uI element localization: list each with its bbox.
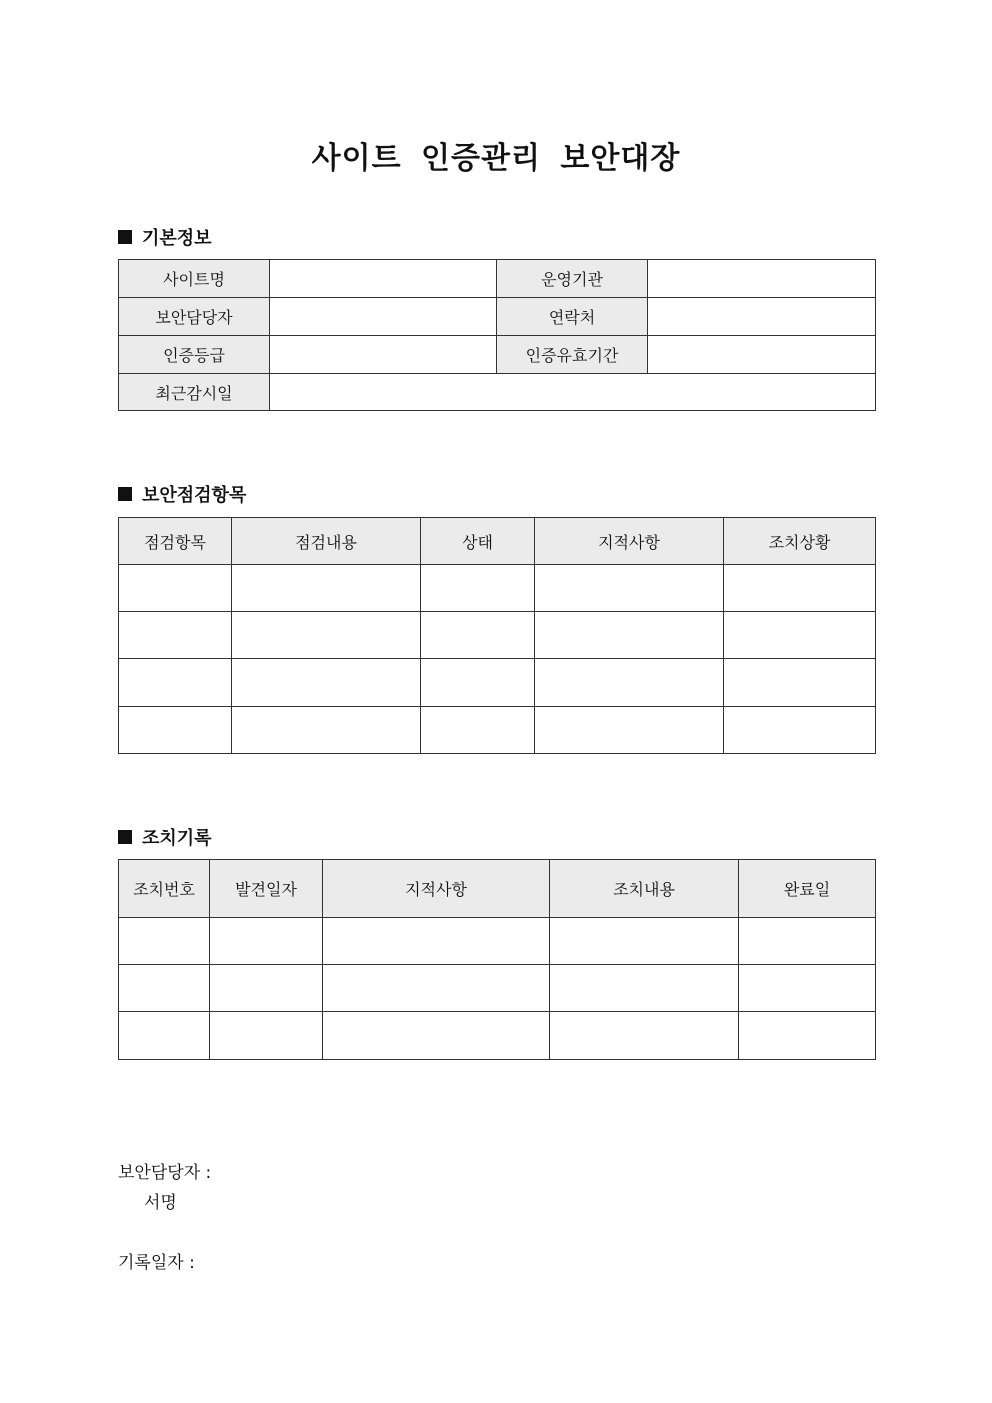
validity-field[interactable]	[648, 336, 876, 374]
table-row	[119, 374, 876, 411]
table-cell[interactable]	[323, 1012, 550, 1060]
grade-label: 인증등급	[119, 336, 270, 374]
operator-field[interactable]	[648, 260, 876, 298]
column-header: 발견일자	[210, 860, 323, 918]
table-row	[119, 707, 876, 754]
table-cell[interactable]	[739, 965, 876, 1012]
table-cell[interactable]	[119, 1012, 210, 1060]
table-cell[interactable]	[724, 612, 876, 659]
table-cell[interactable]	[232, 565, 421, 612]
column-header: 조치내용	[550, 860, 739, 918]
table-cell[interactable]	[421, 612, 535, 659]
column-header: 조치상황	[724, 518, 876, 565]
section-heading-check	[118, 481, 246, 507]
table-cell[interactable]	[421, 565, 535, 612]
table-cell[interactable]	[724, 659, 876, 707]
table-cell[interactable]	[724, 707, 876, 754]
footer-manager-label: 보안담당자 :	[118, 1163, 212, 1183]
square-bullet-icon	[118, 487, 132, 501]
table-cell[interactable]	[421, 659, 535, 707]
section-heading-basic	[118, 224, 212, 250]
contact-label: 연락처	[497, 298, 648, 336]
section-heading-check-label: 보안점검항목	[142, 485, 247, 506]
table-cell[interactable]	[535, 612, 724, 659]
table-row	[119, 659, 876, 707]
table-cell[interactable]	[210, 965, 323, 1012]
site-name-label: 사이트명	[119, 260, 270, 298]
square-bullet-icon	[118, 230, 132, 244]
table-row	[119, 336, 876, 374]
contact-field[interactable]	[648, 298, 876, 336]
table-cell[interactable]	[323, 918, 550, 965]
check-items-table	[118, 517, 876, 754]
table-cell[interactable]	[210, 918, 323, 965]
grade-field[interactable]	[270, 336, 497, 374]
table-header-row	[119, 518, 876, 565]
section-heading-action-label: 조치기록	[142, 828, 212, 849]
section-heading-basic-label: 기본정보	[142, 228, 212, 249]
table-cell[interactable]	[232, 659, 421, 707]
table-cell[interactable]	[119, 565, 232, 612]
operator-label: 운영기관	[497, 260, 648, 298]
table-cell[interactable]	[550, 918, 739, 965]
table-cell[interactable]	[119, 659, 232, 707]
site-name-field[interactable]	[270, 260, 497, 298]
table-row	[119, 965, 876, 1012]
table-cell[interactable]	[119, 918, 210, 965]
table-row	[119, 1012, 876, 1060]
table-cell[interactable]	[550, 1012, 739, 1060]
table-row	[119, 298, 876, 336]
table-cell[interactable]	[232, 612, 421, 659]
manager-field[interactable]	[270, 298, 497, 336]
footer-signature-label: 서명	[144, 1193, 177, 1213]
table-cell[interactable]	[739, 1012, 876, 1060]
basic-info-table	[118, 259, 876, 411]
table-cell[interactable]	[535, 565, 724, 612]
table-header-row	[119, 860, 876, 918]
last-audit-label: 최근감시일	[119, 374, 270, 411]
page-title: 사이트 인증관리 보안대장	[311, 141, 681, 176]
table-cell[interactable]	[119, 707, 232, 754]
table-cell[interactable]	[535, 659, 724, 707]
column-header: 지적사항	[535, 518, 724, 565]
column-header: 상태	[421, 518, 535, 565]
table-cell[interactable]	[421, 707, 535, 754]
table-cell[interactable]	[119, 965, 210, 1012]
table-row	[119, 565, 876, 612]
column-header: 점검내용	[232, 518, 421, 565]
column-header: 점검항목	[119, 518, 232, 565]
last-audit-field[interactable]	[270, 374, 876, 411]
column-header: 지적사항	[323, 860, 550, 918]
column-header: 완료일	[739, 860, 876, 918]
table-cell[interactable]	[119, 612, 232, 659]
table-cell[interactable]	[739, 918, 876, 965]
square-bullet-icon	[118, 830, 132, 844]
table-cell[interactable]	[323, 965, 550, 1012]
column-header: 조치번호	[119, 860, 210, 918]
table-cell[interactable]	[535, 707, 724, 754]
footer-record-date-label: 기록일자 :	[118, 1253, 195, 1273]
table-cell[interactable]	[550, 965, 739, 1012]
table-row	[119, 918, 876, 965]
action-records-table	[118, 859, 876, 1060]
table-cell[interactable]	[232, 707, 421, 754]
table-row	[119, 612, 876, 659]
table-row	[119, 260, 876, 298]
table-cell[interactable]	[724, 565, 876, 612]
manager-label: 보안담당자	[119, 298, 270, 336]
validity-label: 인증유효기간	[497, 336, 648, 374]
table-cell[interactable]	[210, 1012, 323, 1060]
section-heading-action	[118, 824, 212, 850]
